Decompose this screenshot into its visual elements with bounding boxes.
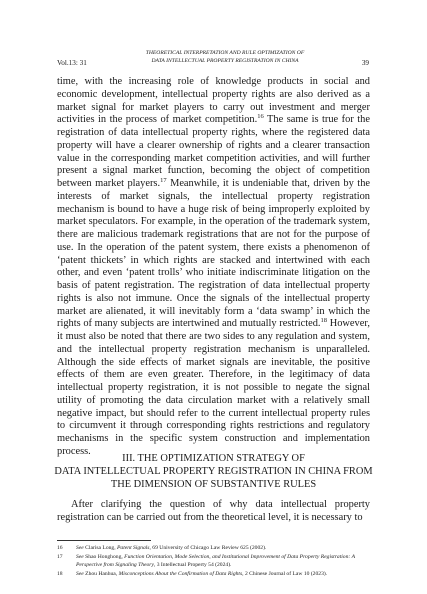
footnote-number: 18 [57,570,63,577]
footnote-see: See [76,553,84,560]
footnote-divider [57,540,151,541]
footnote [57,553,370,570]
footnote-see: See [76,545,84,551]
section-heading [40,452,387,491]
paragraph-text: Meanwhile, it is undeniable that, driven by the interests of market signals, the intellectual property registration mechanism is bound to have a huge risk of being improperly exploited by market speculators. For example, in the operation of the trademark system, there are malicious trademark registrations that are not for the purpose of use. In the operation of the patent system, there exists a phenomenon of ‘patent thickets’ in which rights are stacked and intertwined with each other, and even ‘patent trolls’ who initiate indiscriminate litigation on the basis of patent registration. The registration of data intellectual property rights is also not immune. Once the signals of the intellectual property market are alienated, it will inevitably form a ‘data swamp’ in which the rights of many subjects are intertwined and mutually restricted. [57,178,370,330]
footnote [57,570,370,579]
footnote-title: Perspective from Signaling Theory [76,562,154,569]
footnote-author: Clarisa Long, [83,545,118,551]
footnote-citation: , 2 Chinese Journal of Law 10 (2023). [242,570,328,577]
footnote-title: Function Orientation, Mode Selection, and Institutional Improvement of Data Property Registration: A [124,553,355,560]
running-title-line2: DATA INTELLECTUAL PROPERTY REGISTRATION IN CHINA [151,58,299,64]
section-heading-line1: III. THE OPTIMIZATION STRATEGY OF [122,453,305,464]
running-title [112,49,338,65]
footnote-number: 16 [57,545,63,551]
body-text [57,76,370,459]
footnote-citation: , 69 University of Chicago Law Review 625 (2002). [149,545,267,551]
footnote [57,544,370,553]
paragraph: After clarifying the question of why data intellectual property registration can be carried out from the theoretical level, it is necessary to [57,499,370,523]
footnote-author: Shao Honghong, [83,553,125,560]
footnote-title: Patent Signals [117,545,150,551]
footnote-ref[interactable]: 18 [320,317,328,325]
footnote-ref[interactable]: 17 [160,177,167,184]
paragraph-text: The same is true for the registration of data intellectual property rights, where the registered data property will have a clearer ownership of rights and a clearer transaction value in the corresponding market competition activities, and will further present a signal market function, becoming the object of competition between market players. [57,114,370,189]
footnote-title: Misconceptions About the Confirmation of Data Rights [118,570,243,577]
footnote-author: Zhou Hanhua, [83,570,119,577]
paragraph-text: time, with the increasing role of knowledge products in social and economic development, intellectual property rights are also derived as a market signal for market players to carry out investment and merger activities in the process of market competition. [57,76,370,126]
section-heading-line2: DATA INTELLECTUAL PROPERTY REGISTRATION IN CHINA FROM [54,466,373,477]
running-title-line1: THEORETICAL INTERPRETATION AND RULE OPTIMIZATION OF [145,50,305,56]
footnote-see: See [76,570,84,577]
footnote-ref[interactable]: 16 [257,113,264,121]
footnote-number: 17 [57,553,63,560]
page-number: 39 [361,59,369,67]
volume-label: Vol.13: 31 [57,59,87,67]
footnote-citation: , 3 Intellectual Property 54 (2024). [153,562,232,569]
paragraph [57,76,370,459]
footnotes [57,544,370,578]
footnote-continuation [76,561,370,570]
section-heading-line3: THE DIMENSION OF SUBSTANTIVE RULES [110,479,317,490]
paragraph-text: However, it must also be noted that there are two sides to any regulation and system, and the intellectual property registration mechanism is unparalleled. Although the side effects of market signals are inevitable, the positive effects of them are even greater. Therefore, in the legitimacy of data intellectual property registration, it is not possible to negate the signal utility of promoting the data circulation market with a relatively small negative impact, but should refer to the current intellectual property rules to circumvent it through corresponding rights restrictions and regulatory mechanisms in the specific system construction and implementation process. [57,318,370,457]
